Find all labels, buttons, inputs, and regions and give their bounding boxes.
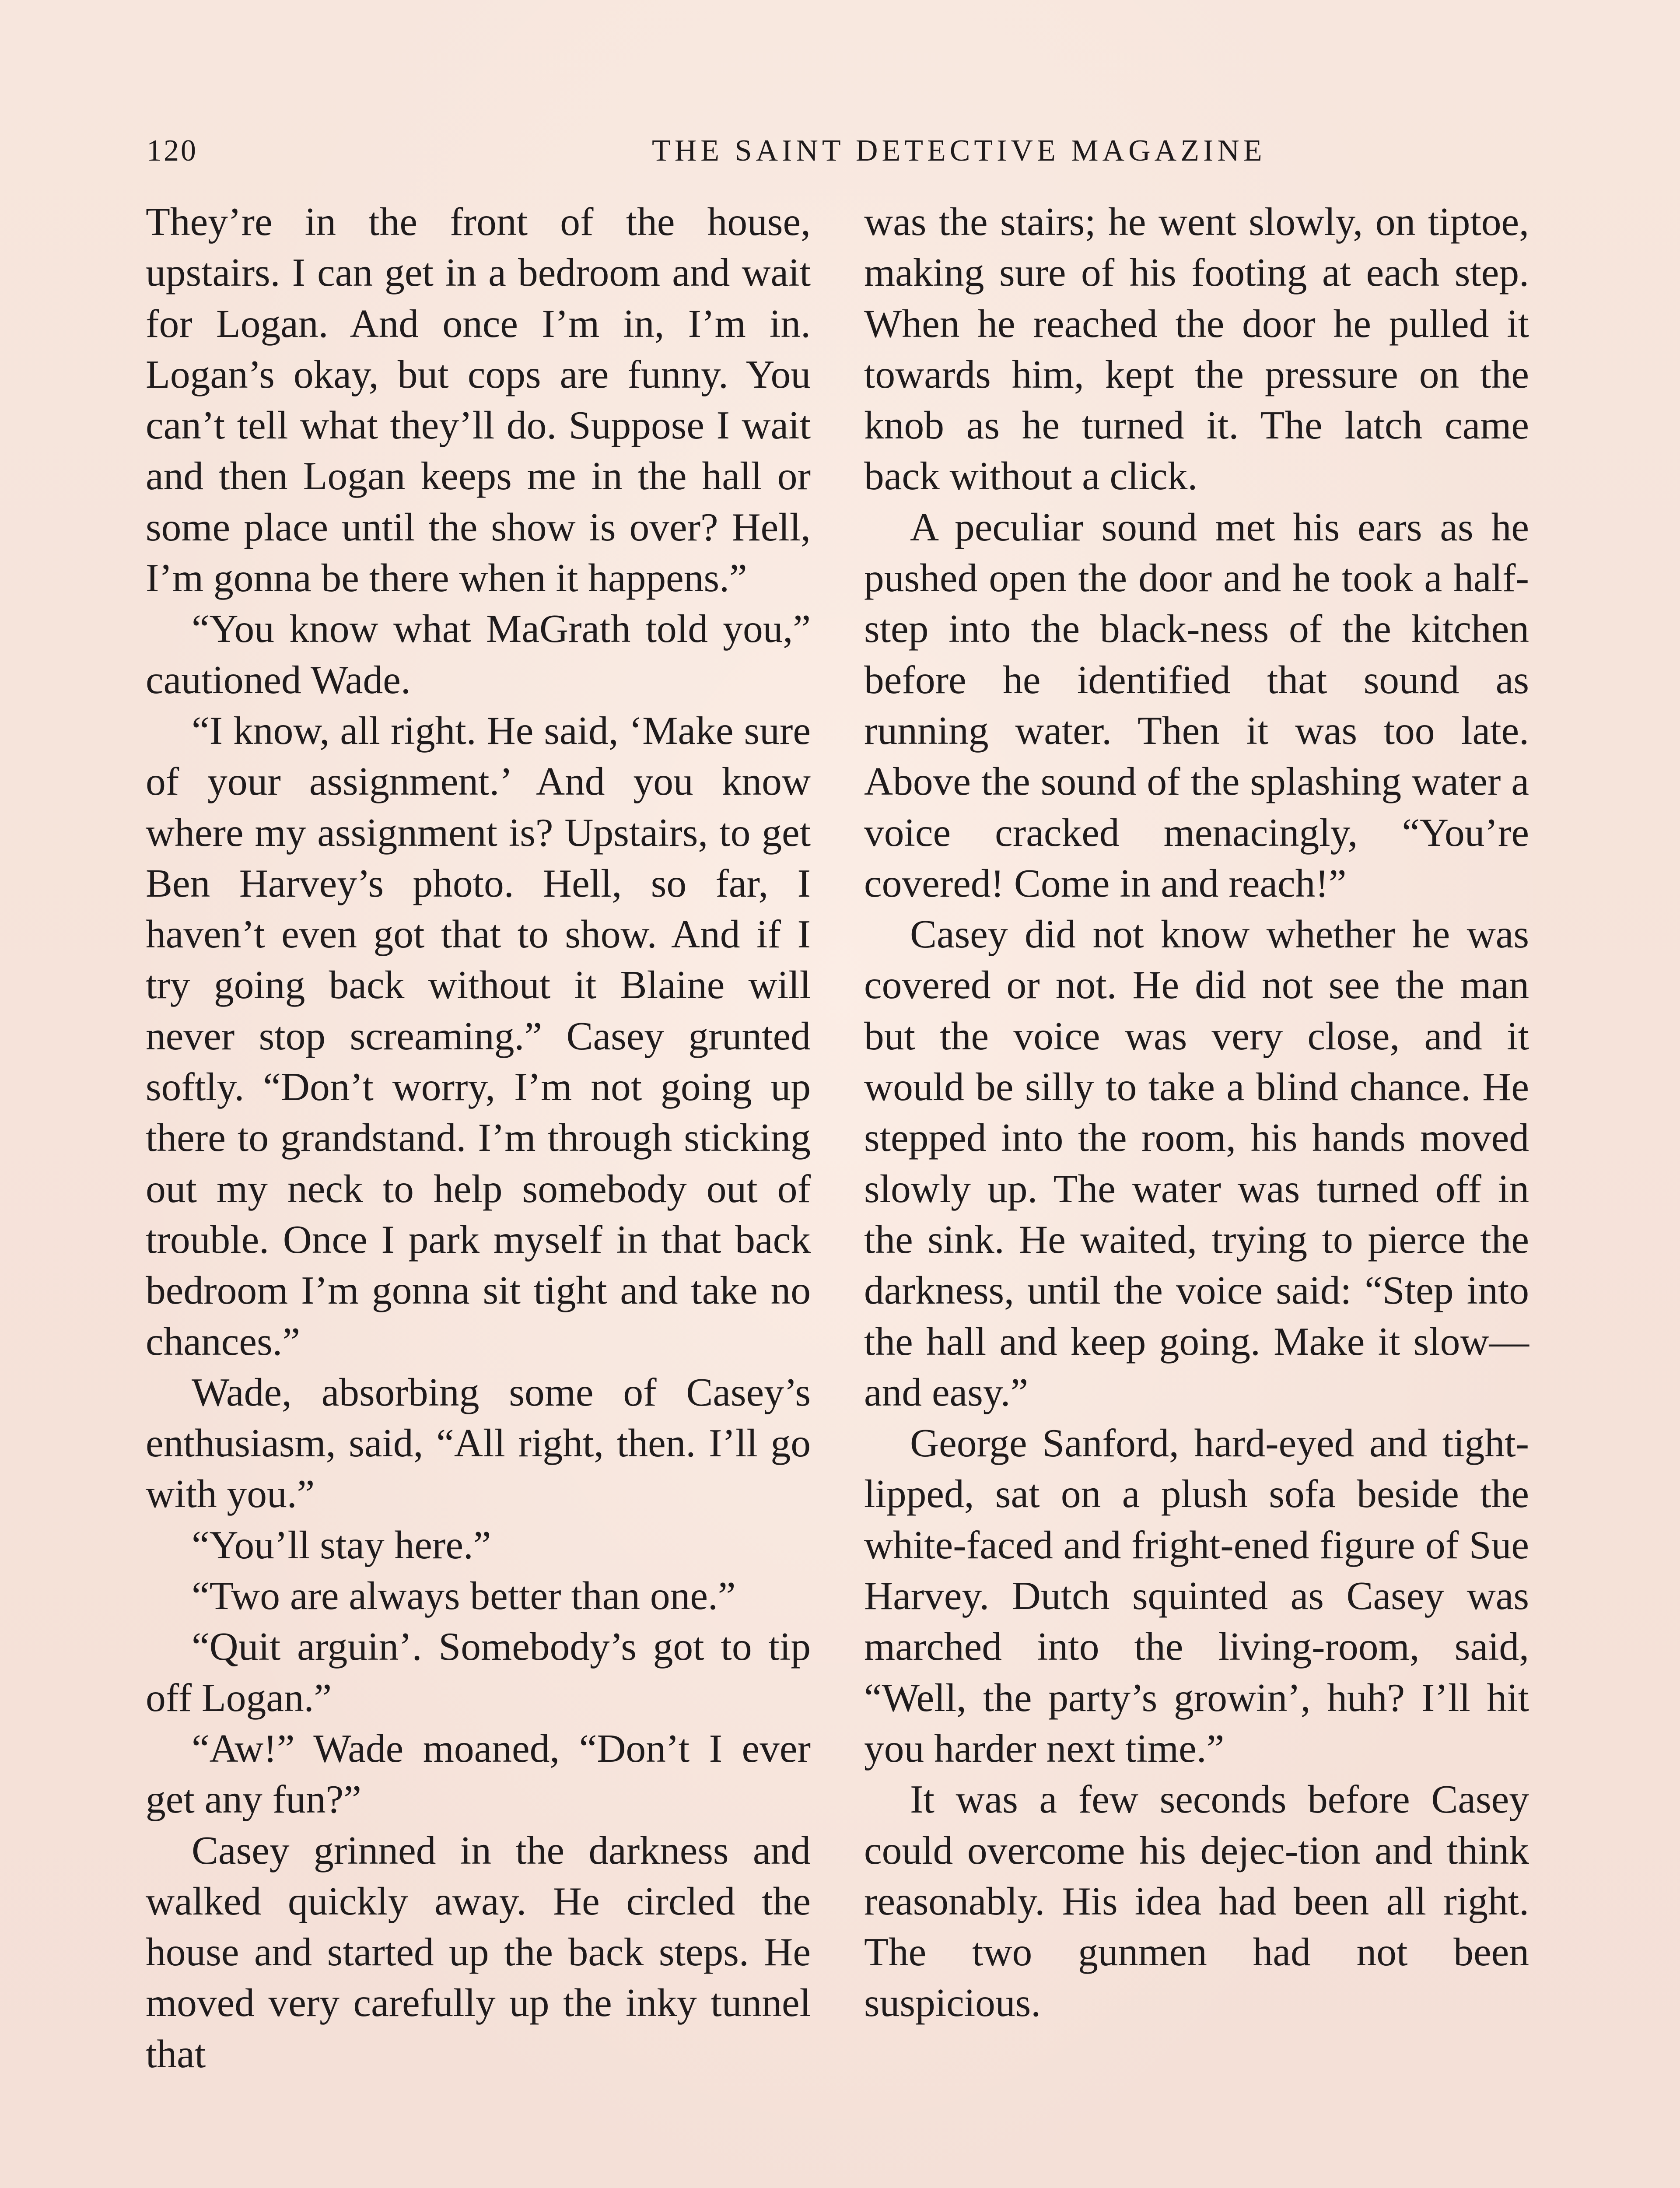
page-header xyxy=(147,131,1533,171)
paragraph: “I know, all right. He said, ‘Make sure of your assignment.’ And you know where my assignment is? Upstairs, to get Ben Harvey’s photo. Hell, so far, I haven’t even got that to show. And if I try going back without it Blaine will never stop screaming.” Casey grunted softly. “Don’t worry, I’m not going up there to grandstand. I’m through sticking out my neck to help somebody out of trouble. Once I park myself in that back bedroom I’m gonna sit tight and take no chances.” xyxy=(146,708,811,1364)
right-text-column xyxy=(864,196,1529,2028)
left-text-column xyxy=(146,196,811,2079)
page-number: 120 xyxy=(147,134,198,168)
paragraph: Wade, absorbing some of Casey’s enthusiasm, said, “All right, then. I’ll go with you.” xyxy=(146,1369,811,1516)
paragraph: A peculiar sound met his ears as he pushed open the door and he took a half-step into the black-ness of the kitchen before he identified that sound as running water. Then it was too late. Above the sound of the splashing water a voice cracked menacingly, “You’re covered! Come in and reach!” xyxy=(864,504,1529,905)
paragraph: “Two are always better than one.” xyxy=(192,1573,736,1618)
paragraph: They’re in the front of the house, upstairs. I can get in a bedroom and wait for Logan. And once I’m in, I’m in. Logan’s okay, but cops are funny. You can’t tell what they’ll do. Suppose I wait and then Logan keeps me in the hall or some place until the show is over? Hell, I’m gonna be there when it happens.” xyxy=(146,199,811,600)
paragraph: George Sanford, hard-eyed and tight-lipped, sat on a plush sofa beside the white-faced and fright-ened figure of Sue Harvey. Dutch squinted as Casey was marched into the living-room, said, “Well, the party’s growin’, huh? I’ll hit you harder next time.” xyxy=(864,1420,1529,1771)
paragraph: “Quit arguin’. Somebody’s got to tip off Logan.” xyxy=(146,1624,811,1720)
paragraph: It was a few seconds before Casey could overcome his dejec-tion and think reasonably. His idea had been all right. The two gunmen had not been suspicious. xyxy=(864,1777,1529,2025)
paragraph: “Aw!” Wade moaned, “Don’t I ever get any fun?” xyxy=(146,1725,811,1822)
paragraph: Casey did not know whether he was covered or not. He did not see the man but the voice was very close, and it would be silly to take a blind chance. He stepped into the room, his hands moved slowly up. The water was turned off in the sink. He waited, trying to pierce the darkness, until the voice said: “Step into the hall and keep going. Make it slow—and easy.” xyxy=(864,912,1529,1414)
paragraph: Casey grinned in the darkness and walked quickly away. He circled the house and started up the back steps. He moved very carefully up the inky tunnel that xyxy=(146,1827,811,2076)
running-title: THE SAINT DETECTIVE MAGAZINE xyxy=(652,134,1266,168)
paragraph: was the stairs; he went slowly, on tiptoe, making sure of his footing at each step. When he reached the door he pulled it towards him, kept the pressure on the knob as he turned it. The latch came back without a click. xyxy=(864,199,1529,498)
paragraph: “You know what MaGrath told you,” cautioned Wade. xyxy=(146,606,811,702)
paragraph: “You’ll stay here.” xyxy=(192,1522,491,1567)
